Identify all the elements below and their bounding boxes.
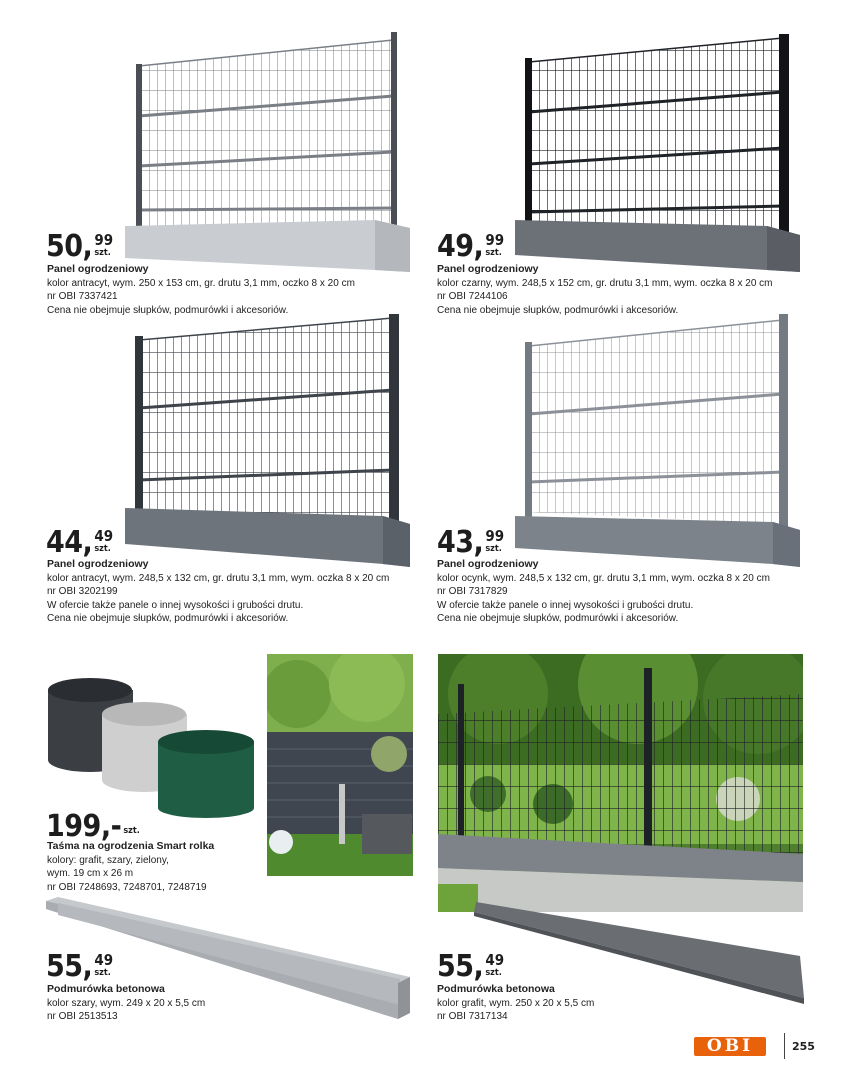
footer-divider <box>784 1033 785 1059</box>
page-number: 255 <box>792 1040 815 1053</box>
product-desc: kolor szary, wym. 249 x 20 x 5,5 cm <box>47 997 206 1009</box>
price-cents: 99 <box>94 231 114 249</box>
fence-panel-czarny-image <box>515 30 815 275</box>
product-note: Cena nie obejmuje słupków, podmurówki i akcesoriów. <box>47 613 289 624</box>
product-note: Cena nie obejmuje słupków, podmurówki i akcesoriów. <box>437 613 679 624</box>
price-cents: 49 <box>94 951 114 969</box>
product-info-panel-2 <box>437 263 772 317</box>
price-main: 55, <box>46 949 93 984</box>
product-desc: kolor ocynk, wym. 248,5 x 132 cm, gr. drutu 3,1 mm, wym. oczka 8 x 20 cm <box>437 572 770 584</box>
product-desc: kolory: grafit, szary, zielony, <box>47 854 169 866</box>
product-sku: nr OBI 7248693, 7248701, 7248719 <box>47 881 207 893</box>
product-desc: kolor grafit, wym. 250 x 20 x 5,5 cm <box>437 997 595 1009</box>
product-desc: wym. 19 cm x 26 m <box>47 868 134 879</box>
product-title: Podmurówka betonowa <box>47 983 165 995</box>
price-cents: 99 <box>485 527 505 545</box>
fence-panel-antracyt-132-image <box>125 312 415 570</box>
price-unit: szt. <box>94 968 111 978</box>
garden-tape-photo <box>267 654 413 876</box>
product-info-base-graphite <box>437 983 594 1024</box>
product-desc: kolor czarny, wym. 248,5 x 152 cm, gr. drutu 3,1 mm, wym. oczka 8 x 20 cm <box>437 277 773 289</box>
product-sku: nr OBI 2513513 <box>47 1011 118 1022</box>
product-info-panel-3 <box>47 558 389 626</box>
product-sku: nr OBI 7244106 <box>437 291 508 302</box>
fence-tape-rolls-image <box>40 670 265 820</box>
product-note: Cena nie obejmuje słupków, podmurówki i akcesoriów. <box>437 304 679 316</box>
product-info-panel-4 <box>437 558 770 626</box>
price-base-gray <box>46 949 114 984</box>
price-panel-3 <box>46 525 114 560</box>
product-sku: nr OBI 7317134 <box>437 1011 508 1022</box>
product-note: W ofercie także panele o innej wysokości i grubości drutu. <box>437 599 694 611</box>
price-unit: szt. <box>485 544 502 554</box>
product-title: Taśma na ogrodzenia Smart rolka <box>47 840 215 852</box>
price-unit: szt. <box>94 544 111 554</box>
price-main: 199,- <box>46 809 122 844</box>
product-info-panel-1 <box>47 263 355 317</box>
price-main: 55, <box>437 949 484 984</box>
garden-fence-photo <box>438 654 803 912</box>
product-sku: nr OBI 3202199 <box>47 586 118 597</box>
price-unit: szt. <box>485 968 502 978</box>
price-cents: 99 <box>485 231 505 249</box>
product-info-tape <box>47 840 214 894</box>
price-main: 49, <box>437 229 484 264</box>
price-panel-2 <box>437 229 505 264</box>
fence-panel-antracyt-153-image <box>125 30 415 275</box>
price-main: 43, <box>437 525 484 560</box>
product-desc: kolor antracyt, wym. 250 x 153 cm, gr. drutu 3,1 mm, oczko 8 x 20 cm <box>47 277 355 289</box>
obi-logo: OBI <box>694 1037 766 1056</box>
product-note: Cena nie obejmuje słupków, podmurówki i akcesoriów. <box>47 304 289 316</box>
price-cents: 49 <box>94 527 114 545</box>
price-main: 50, <box>46 229 93 264</box>
price-main: 44, <box>46 525 93 560</box>
fence-panel-ocynk-image <box>515 312 815 570</box>
product-info-base-gray <box>47 983 205 1024</box>
product-title: Panel ogrodzeniowy <box>47 558 149 570</box>
product-desc: kolor antracyt, wym. 248,5 x 132 cm, gr. drutu 3,1 mm, wym. oczka 8 x 20 cm <box>47 572 390 584</box>
price-unit: szt. <box>123 826 140 836</box>
price-cents: 49 <box>485 951 505 969</box>
price-tape <box>46 809 140 844</box>
price-unit: szt. <box>94 248 111 258</box>
price-base-graphite <box>437 949 505 984</box>
product-title: Panel ogrodzeniowy <box>437 558 539 570</box>
product-title: Panel ogrodzeniowy <box>437 263 539 275</box>
product-note: W ofercie także panele o innej wysokości i grubości drutu. <box>47 599 304 611</box>
product-sku: nr OBI 7317829 <box>437 586 508 597</box>
product-title: Podmurówka betonowa <box>437 983 555 995</box>
product-sku: nr OBI 7337421 <box>47 291 118 302</box>
product-title: Panel ogrodzeniowy <box>47 263 149 275</box>
price-unit: szt. <box>485 248 502 258</box>
price-panel-1 <box>46 229 114 264</box>
price-panel-4 <box>437 525 505 560</box>
